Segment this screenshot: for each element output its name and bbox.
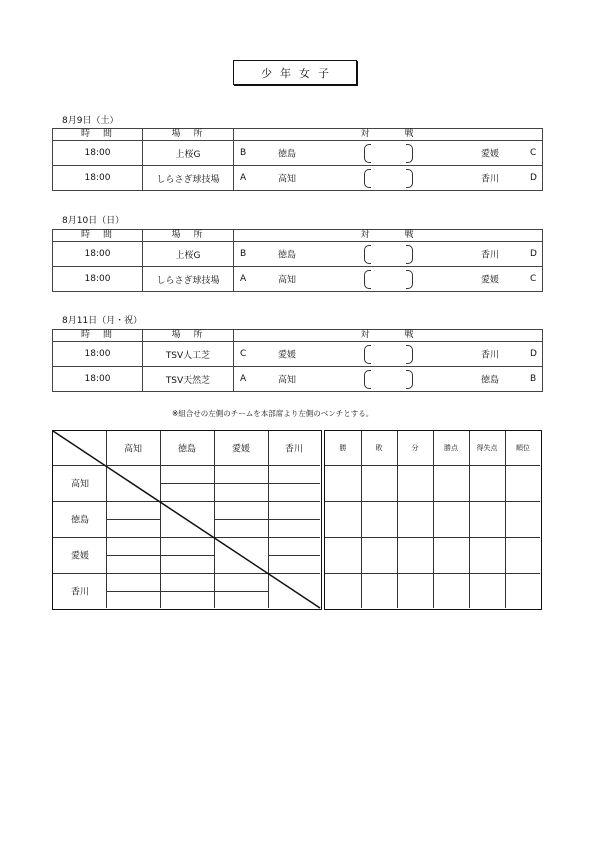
game-venue: 上桜G — [143, 141, 234, 166]
score-bracket-left — [364, 169, 371, 188]
right-team: 香川 — [481, 250, 500, 261]
table-row — [53, 242, 543, 267]
grid-line — [433, 431, 434, 608]
col-team-3: 香川 — [284, 444, 304, 455]
header-time: 時 間 — [53, 230, 143, 242]
score-bracket-right — [406, 144, 413, 163]
grid-line — [325, 501, 540, 502]
game-time: 18:00 — [53, 367, 143, 392]
row-team-1: 徳島 — [70, 515, 90, 526]
score-bracket-left — [364, 144, 371, 163]
game-venue: TSV天然芝 — [143, 367, 234, 392]
league-stats — [324, 430, 542, 610]
match-cell — [234, 166, 542, 190]
match-cell — [234, 367, 542, 391]
right-team: 香川 — [481, 350, 500, 361]
match-cell — [234, 342, 542, 366]
grid-line — [325, 537, 540, 538]
game-time: 18:00 — [53, 141, 143, 166]
left-team: 徳島 — [278, 149, 297, 160]
date-label: 8月9日（土） — [62, 116, 119, 126]
bench-note: ※組合せの左側のチームを本部席より左側のベンチとする。 — [172, 409, 374, 418]
left-group: B — [240, 148, 247, 158]
score-bracket-left — [364, 270, 371, 289]
col-team-0: 高知 — [123, 444, 143, 455]
left-group: A — [240, 374, 247, 384]
schedule-table — [52, 329, 543, 392]
left-group: C — [240, 349, 247, 359]
right-group: D — [530, 173, 537, 183]
header-venue: 場 所 — [143, 230, 234, 242]
left-team: 高知 — [278, 375, 297, 386]
schedule-table — [52, 229, 543, 292]
left-team: 高知 — [278, 174, 297, 185]
game-time: 18:00 — [53, 342, 143, 367]
right-group: D — [530, 349, 537, 359]
grid-line — [469, 431, 470, 608]
header-time: 時 間 — [53, 129, 143, 141]
score-bracket-left — [364, 370, 371, 389]
left-group: A — [240, 274, 247, 284]
col-team-1: 徳島 — [177, 444, 197, 455]
game-time: 18:00 — [53, 166, 143, 191]
match-cell — [234, 141, 542, 165]
match-cell — [234, 267, 542, 291]
stat-header-draws: 分 — [411, 444, 419, 452]
table-row — [53, 141, 543, 166]
stat-header-rank: 順位 — [516, 444, 530, 452]
table-row — [53, 367, 543, 392]
left-team: 愛媛 — [278, 350, 297, 361]
header-time: 時 間 — [53, 330, 143, 342]
row-team-2: 愛媛 — [70, 551, 90, 562]
page-title: 少年女子 — [233, 60, 357, 85]
game-time: 18:00 — [53, 242, 143, 267]
right-group: D — [530, 249, 537, 259]
game-venue: 上桜G — [143, 242, 234, 267]
grid-line — [325, 573, 540, 574]
header-match: 対 戦 — [234, 129, 543, 141]
game-time: 18:00 — [53, 267, 143, 292]
stat-header-goal-diff: 得失点 — [476, 444, 498, 452]
stat-header-points: 勝点 — [444, 444, 458, 452]
league-matrix — [52, 430, 322, 610]
stat-header-losses: 敗 — [375, 444, 383, 452]
table-row — [53, 267, 543, 292]
left-group: B — [240, 249, 247, 259]
score-bracket-right — [406, 370, 413, 389]
game-venue: TSV人工芝 — [143, 342, 234, 367]
diagonal-line — [53, 431, 321, 609]
right-team: 香川 — [481, 174, 500, 185]
table-row — [53, 342, 543, 367]
col-team-2: 愛媛 — [231, 444, 251, 455]
score-bracket-left — [364, 245, 371, 264]
date-label: 8月10日（日） — [62, 216, 125, 226]
score-bracket-right — [406, 169, 413, 188]
score-bracket-left — [364, 345, 371, 364]
header-match: 対 戦 — [234, 230, 543, 242]
right-team: 愛媛 — [481, 149, 500, 160]
left-group: A — [240, 173, 247, 183]
right-group: B — [530, 374, 537, 384]
score-bracket-right — [406, 270, 413, 289]
score-bracket-right — [406, 345, 413, 364]
match-cell — [234, 242, 542, 266]
grid-line — [505, 431, 506, 608]
header-match: 対 戦 — [234, 330, 543, 342]
score-bracket-right — [406, 245, 413, 264]
row-team-0: 高知 — [70, 479, 90, 490]
grid-line — [325, 465, 540, 466]
grid-line — [361, 431, 362, 608]
date-label: 8月11日（月・祝） — [62, 316, 143, 326]
header-venue: 場 所 — [143, 330, 234, 342]
header-venue: 場 所 — [143, 129, 234, 141]
right-team: 愛媛 — [481, 275, 500, 286]
right-group: C — [530, 274, 537, 284]
left-team: 徳島 — [278, 250, 297, 261]
game-venue: しらさぎ球技場 — [143, 166, 234, 191]
stat-header-wins: 勝 — [339, 444, 347, 452]
table-row — [53, 166, 543, 191]
right-team: 徳島 — [481, 375, 500, 386]
schedule-table — [52, 128, 543, 191]
row-team-3: 香川 — [70, 587, 90, 598]
left-team: 高知 — [278, 275, 297, 286]
game-venue: しらさぎ球技場 — [143, 267, 234, 292]
right-group: C — [530, 148, 537, 158]
grid-line — [397, 431, 398, 608]
